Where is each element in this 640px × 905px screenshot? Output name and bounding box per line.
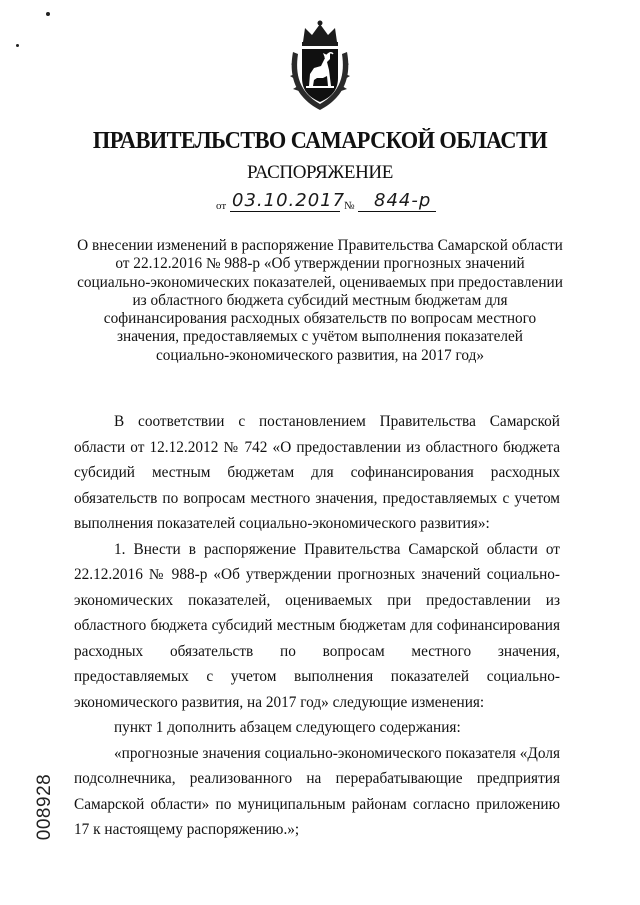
body-paragraph: В соответствии с постановлением Правительства Самарской области от 12.12.2012 № 742 «О предоставлении из областного бюджета субсидий местным бюджетам для софинансирования расходных обязательств по вопросам местного значения, предоставляемых с учетом выполнения показателей социально-экономического развития»:	[74, 413, 560, 532]
body-paragraph: «прогнозные значения социально-экономического показателя «Доля подсолнечника, реализованного на перерабатывающие предприятия Самарской области» по муниципальным районам согласно приложению 17 к настоящему распоряжению.»;	[74, 744, 560, 838]
serial-number-text: 008928	[34, 773, 55, 841]
heading-line: О внесении изменений в распоряжение Правительства Самарской области	[77, 237, 563, 254]
scan-speck	[16, 44, 19, 47]
date-prefix: от	[216, 200, 227, 212]
number-handwritten: 844-р	[374, 190, 432, 211]
margin-serial-number	[23, 770, 67, 842]
heading-line: от 22.12.2016 № 988-р «Об утверждении прогнозных значений	[115, 255, 525, 273]
number-prefix: №	[344, 200, 355, 212]
number-underline	[358, 211, 436, 212]
date-number-line	[216, 190, 446, 216]
document-heading	[70, 237, 570, 365]
date-underline	[230, 211, 340, 212]
heading-line: значения, предоставляемых с учётом выполнения показателей	[117, 328, 523, 346]
date-handwritten: 03.10.2017	[232, 190, 346, 211]
heading-line: социально-экономического развития, на 2017 год»	[155, 346, 485, 364]
heading-line: социально-экономических показателей, оцениваемых при предоставлении	[77, 273, 563, 291]
body-paragraph: 1. Внести в распоряжение Правительства Самарской области от 22.12.2016 № 988-р «Об утверждении прогнозных значений социально-экономических показателей, оцениваемых при предоставлении из областного бюджета субсидий местным бюджетам для софинансирования расходных обязательств по вопросам местного значения, предоставляемых с учетом выполнения показателей социально-экономического развития, на 2017 год» следующие изменения:	[74, 540, 560, 711]
document-type: РАСПОРЯЖЕНИЕ	[247, 162, 393, 183]
heading-line: софинансирования расходных обязательств по вопросам местного	[103, 310, 537, 328]
document-body	[74, 409, 560, 843]
scan-speck	[46, 12, 50, 16]
samara-coat-of-arms-icon	[287, 18, 353, 114]
organization-title: ПРАВИТЕЛЬСТВО САМАРСКОЙ ОБЛАСТИ	[92, 128, 548, 154]
body-paragraph: пункт 1 дополнить абзацем следующего содержания:	[114, 719, 461, 736]
heading-line: из областного бюджета субсидий местным бюджетам для	[132, 291, 508, 309]
